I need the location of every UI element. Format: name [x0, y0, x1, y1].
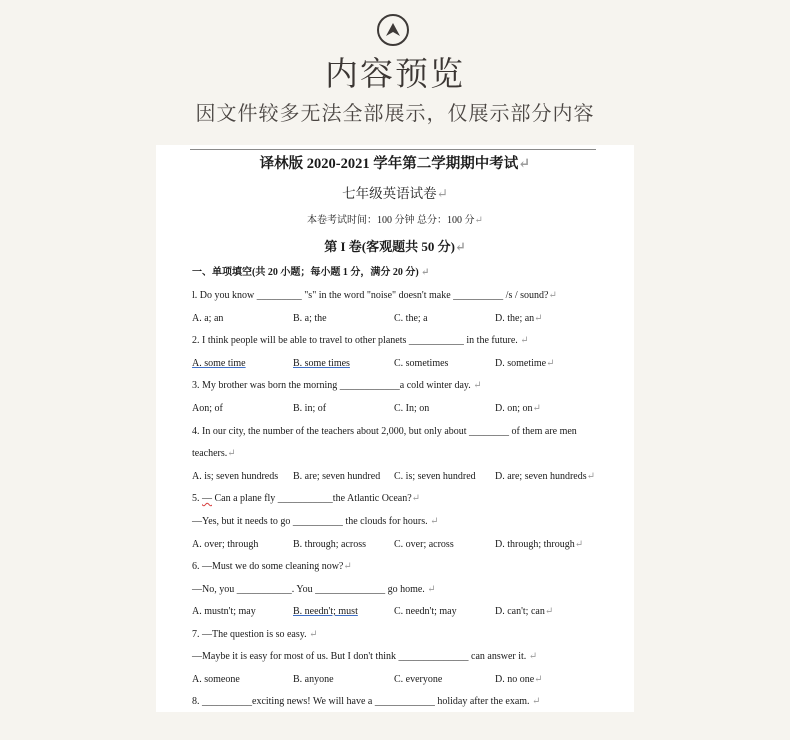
option-b: B. anyone [293, 674, 334, 685]
option-d: D. can't; can↵ [495, 606, 554, 617]
header-rule [190, 149, 596, 150]
question-2-stem: 2. I think people will be able to travel to other planets ___________ in the future. ↵ [192, 335, 529, 346]
option-d: D. the; an↵ [495, 313, 543, 324]
option-b: B. some times [293, 358, 350, 369]
option-a: A. someone [192, 674, 240, 685]
question-6-stem: 6. —Must we do some cleaning now?↵ [192, 561, 352, 572]
option-b: B. are; seven hundred [293, 471, 381, 482]
option-a: A. a; an [192, 313, 224, 324]
scroll-up-icon[interactable] [377, 14, 409, 46]
question-4-stem: 4. In our city, the number of the teachers about 2,000, but only about ________ of them are men [192, 426, 577, 437]
arrow-up-glyph [384, 21, 402, 39]
question-5-reply: —Yes, but it needs to go __________ the clouds for hours. ↵ [192, 516, 439, 527]
doc-title: 译林版 2020-2021 学年第二学期期中考试↵ [259, 156, 531, 172]
document-preview-page [156, 145, 634, 712]
option-c: C. needn't; may [394, 606, 457, 617]
option-b: B. through; across [293, 539, 367, 550]
question-1-stem: l. Do you know _________ "s" in the word "noise" doesn't make __________ /s / sound?↵ [192, 290, 557, 301]
option-b: B. in; of [293, 403, 327, 414]
option-c: C. over; across [394, 539, 454, 550]
doc-subject: 七年级英语试卷↵ [342, 186, 448, 201]
option-c: C. In; on [394, 403, 430, 414]
option-d: D. no one↵ [495, 674, 543, 685]
option-a: A. mustn't; may [192, 606, 256, 617]
option-d: D. on; on↵ [495, 403, 541, 414]
option-b: B. needn't; must [293, 606, 358, 617]
option-a: Aon; of [192, 403, 223, 414]
option-a: A. is; seven hundreds [192, 471, 279, 482]
question-6-reply: —No, you ___________. You ______________ go home. ↵ [192, 584, 436, 595]
question-3-stem: 3. My brother was born the morning ____________a cold winter day. ↵ [192, 380, 482, 391]
preview-subtitle: 因文件较多无法全部展示，仅展示部分内容 [195, 101, 595, 125]
option-d: D. are; seven hundreds↵ [495, 471, 596, 482]
question-7-reply: —Maybe it is easy for most of us. But I don't think ______________ can answer it. ↵ [192, 651, 538, 662]
doc-meta: 本卷考试时间：100 分钟 总分：100 分↵ [307, 215, 483, 226]
doc-part: 第 I 卷(客观题共 50 分)↵ [324, 239, 466, 254]
question-4-stem-cont: teachers.↵ [192, 448, 236, 459]
option-b: B. a; the [293, 313, 327, 324]
question-8-stem: 8. __________exciting news! We will have a ____________ holiday after the exam. ↵ [192, 696, 541, 707]
preview-title: 内容预览 [325, 54, 465, 93]
option-d: D. sometime↵ [495, 358, 555, 369]
question-7-stem: 7. —The question is so easy. ↵ [192, 629, 318, 640]
option-c: C. everyone [394, 674, 443, 685]
section-heading: 一、单项填空(共 20 小题；每小题 1 分，满分 20 分) ↵ [192, 267, 430, 278]
option-c: C. is; seven hundred [394, 471, 476, 482]
option-c: C. sometimes [394, 358, 449, 369]
question-5-stem: 5. — Can a plane fly ___________the Atlantic Ocean?↵ [192, 493, 421, 504]
option-a: A. over; through [192, 539, 259, 550]
option-c: C. the; a [394, 313, 428, 324]
option-d: D. through; through↵ [495, 539, 584, 550]
option-a: A. some time [192, 358, 246, 369]
